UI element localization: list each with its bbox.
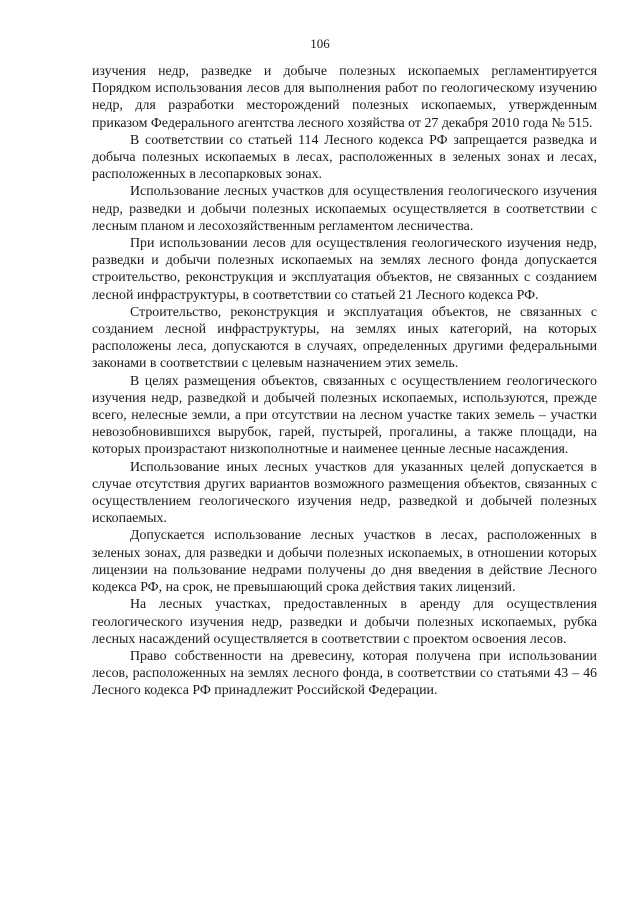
paragraph: Строительство, реконструкция и эксплуатация объектов, не связанных с созданием лесной инфраструктуры, на землях иных категорий, на которых расположены леса, допускаются в случаях, определенных другими федеральными законами в соответствии с целевым назначением этих земель. (92, 304, 597, 372)
paragraph: Право собственности на древесину, которая получена при использовании лесов, расположенных на землях лесного фонда, в соответствии со статьями 43 – 46 Лесного кодекса РФ принадлежит Российской Федерации. (92, 648, 597, 699)
document-body (92, 63, 597, 700)
paragraph: Использование иных лесных участков для указанных целей допускается в случае отсутствия других вариантов возможного размещения объектов, связанных с осуществлением геологического изучения недр, разведкой и добычей полезных ископаемых. (92, 459, 597, 527)
paragraph: На лесных участках, предоставленных в аренду для осуществления геологического изучения недр, разведки и добычи полезных ископаемых, рубка лесных насаждений осуществляется в соответствии с проектом освоения лесов. (92, 597, 597, 647)
paragraph: Допускается использование лесных участков в лесах, расположенных в зеленых зонах, для разведки и добычи полезных ископаемых, в отношении которых лицензии на пользование недрами получены до дня введения в действие Лесного кодекса РФ, на срок, не превышающий срока действия таких лицензий. (92, 528, 597, 596)
paragraph-continuation: изучения недр, разведке и добыче полезных ископаемых регламентируется Порядком использования лесов для выполнения работ по геологическому изучению недр, для разработки месторождений полезных ископаемых, утвержденным приказом Федерального агентства лесного хозяйства от 27 декабря 2010 года № 515. (92, 64, 597, 131)
paragraph: В соответствии со статьей 114 Лесного кодекса РФ запрещается разведка и добыча полезных ископаемых в лесах, расположенных в зеленых зонах и лесах, расположенных в лесопарковых зонах. (92, 132, 597, 183)
paragraph: В целях размещения объектов, связанных с осуществлением геологического изучения недр, разведкой и добычей полезных ископаемых, используются, прежде всего, нелесные земли, а при отсутствии на лесном участке таких земель – участки невозобновившихся вырубок, гарей, пустырей, прогалины, а также площади, на которых произрастают низкополнотные и наименее ценные лесные насаждения. (92, 373, 597, 458)
paragraph: Использование лесных участков для осуществления геологического изучения недр, разведки и добычи полезных ископаемых осуществляется в соответствии с лесным планом и лесохозяйственным регламентом лесничества. (92, 184, 597, 234)
page-number: 106 (310, 36, 330, 51)
paragraph: При использовании лесов для осуществления геологического изучения недр, разведки и добычи полезных ископаемых на землях лесного фонда допускается строительство, реконструкция и эксплуатация объектов, не связанных с созданием лесной инфраструктуры, в соответствии со статьей 21 Лесного кодекса РФ. (92, 236, 597, 303)
